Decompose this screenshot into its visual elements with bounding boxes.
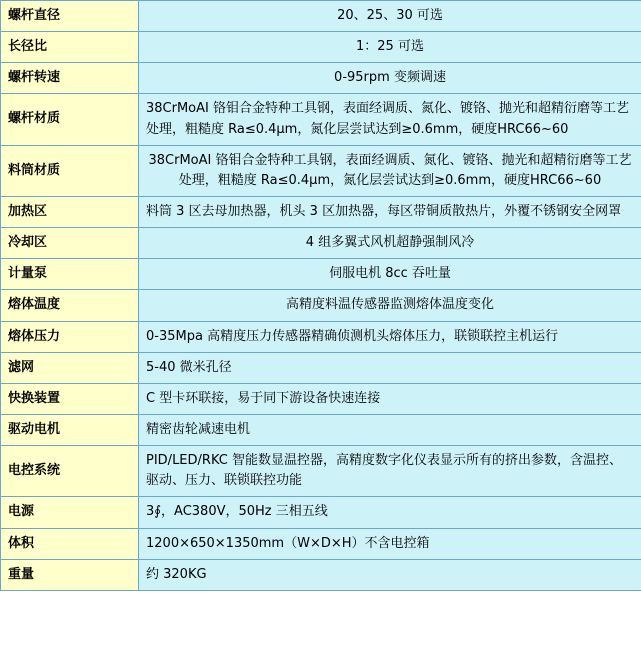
spec-label: 滤网: [1, 352, 139, 383]
spec-label: 驱动电机: [1, 414, 139, 445]
table-row: [1, 559, 641, 590]
spec-label: 计量泵: [1, 259, 139, 290]
table-row: [1, 290, 641, 321]
spec-label: 电控系统: [1, 446, 139, 497]
spec-label: 长径比: [1, 32, 139, 63]
spec-label: 螺杆转速: [1, 63, 139, 94]
spec-value: 伺服电机 8cc 吞吐量: [139, 259, 641, 290]
table-row: [1, 32, 641, 63]
spec-value: 20、25、30 可选: [139, 1, 641, 32]
spec-value: 5-40 微米孔径: [139, 352, 641, 383]
spec-label: 料筒材质: [1, 145, 139, 196]
spec-label: 重量: [1, 559, 139, 590]
spec-value: 高精度料温传感器监测熔体温度变化: [139, 290, 641, 321]
spec-value: PID/LED/RKC 智能数显温控器，高精度数字化仪表显示所有的挤出参数，含温控、驱动、压力、联锁联控功能: [139, 446, 641, 497]
spec-value: 精密齿轮减速电机: [139, 414, 641, 445]
table-row: [1, 528, 641, 559]
specification-table-body: [1, 1, 641, 591]
table-row: [1, 1, 641, 32]
spec-value: 4 组多翼式风机超静强制风冷: [139, 228, 641, 259]
table-row: [1, 497, 641, 528]
spec-label: 加热区: [1, 196, 139, 227]
spec-label: 体积: [1, 528, 139, 559]
spec-label: 螺杆直径: [1, 1, 139, 32]
spec-value: 0-95rpm 变频调速: [139, 63, 641, 94]
spec-value: C 型卡环联接，易于同下游设备快速连接: [139, 383, 641, 414]
table-row: [1, 414, 641, 445]
table-row: [1, 228, 641, 259]
table-row: [1, 196, 641, 227]
table-row: [1, 352, 641, 383]
spec-value: 0-35Mpa 高精度压力传感器精确侦测机头熔体压力，联锁联控主机运行: [139, 321, 641, 352]
spec-value: 约 320KG: [139, 559, 641, 590]
spec-value: 料筒 3 区去母加热器，机头 3 区加热器，每区带铜质散热片，外覆不锈钢安全网罩: [139, 196, 641, 227]
table-row: [1, 63, 641, 94]
spec-label: 电源: [1, 497, 139, 528]
table-row: [1, 94, 641, 145]
spec-label: 熔体温度: [1, 290, 139, 321]
table-row: [1, 446, 641, 497]
table-row: [1, 321, 641, 352]
spec-label: 熔体压力: [1, 321, 139, 352]
spec-value: 3∮，AC380V，50Hz 三相五线: [139, 497, 641, 528]
spec-value: 1：25 可选: [139, 32, 641, 63]
table-row: [1, 259, 641, 290]
spec-label: 螺杆材质: [1, 94, 139, 145]
table-row: [1, 145, 641, 196]
spec-label: 快换装置: [1, 383, 139, 414]
spec-value: 1200×650×1350mm（W×D×H）不含电控箱: [139, 528, 641, 559]
spec-value: 38CrMoAI 铬钼合金特种工具钢，表面经调质、氮化、镀铬、抛光和超精衍磨等工艺处理，粗糙度 Ra≤0.4μm，氮化层尝试达到≥0.6mm，硬度HRC66~60: [139, 145, 641, 196]
table-row: [1, 383, 641, 414]
spec-value: 38CrMoAI 铬钼合金特种工具钢，表面经调质、氮化、镀铬、抛光和超精衍磨等工艺处理，粗糙度 Ra≤0.4μm，氮化层尝试达到≥0.6mm，硬度HRC66~60: [139, 94, 641, 145]
spec-label: 冷却区: [1, 228, 139, 259]
